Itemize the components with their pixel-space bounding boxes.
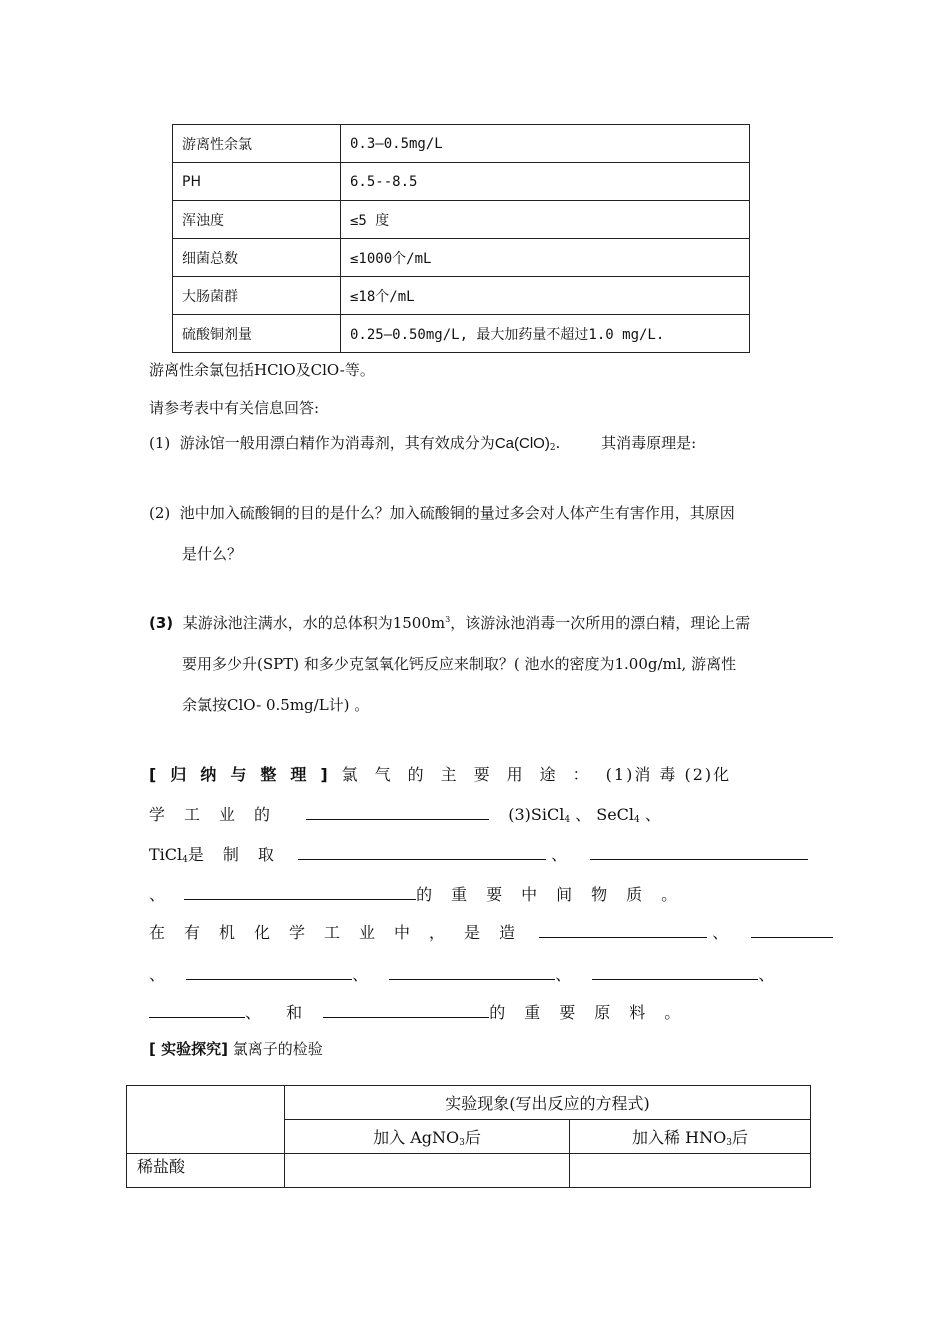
table-row <box>173 239 750 277</box>
value-cell: ≤18个/mL <box>341 277 750 315</box>
header-main: 实验现象(写出反应的方程式) <box>285 1086 811 1120</box>
q1-text: 游泳馆一般用漂白精作为消毒剂，其有效成分为 <box>179 434 495 452</box>
table-row <box>173 277 750 315</box>
col2-text: 加入稀 HNO <box>632 1128 727 1147</box>
q3-sup: 3 <box>445 615 451 624</box>
summary-l2a: 学工业的 <box>149 805 290 824</box>
sub-4a: 4 <box>564 815 571 825</box>
question-1 <box>149 432 696 453</box>
blank-7[interactable] <box>186 963 352 980</box>
q1-tail: . <box>555 434 561 452</box>
summary-l3b: 是制取 <box>187 845 293 864</box>
summary-line-7 <box>149 1000 699 1023</box>
blank-3[interactable] <box>590 843 808 860</box>
question-3 <box>149 612 750 633</box>
sub-4b: 4 <box>634 815 640 825</box>
note: 游离性余氯包括HClO及ClO-等。 <box>149 361 375 379</box>
summary-l2c: 、 SeCl <box>575 805 635 824</box>
blank-11[interactable] <box>323 1001 489 1018</box>
col2-sub: 3 <box>726 1138 732 1148</box>
blank-1[interactable] <box>306 803 489 820</box>
value-cell: 6.5--8.5 <box>341 163 750 201</box>
item-cell: 大肠菌群 <box>173 277 341 315</box>
summary-l2d: 、 <box>644 805 661 824</box>
item-cell: 细菌总数 <box>173 239 341 277</box>
sub-4c: 4 <box>182 855 188 865</box>
row1-label: 稀盐酸 <box>127 1154 285 1188</box>
summary-line-2 <box>149 802 661 825</box>
table-row <box>173 163 750 201</box>
summary-line-4 <box>149 882 696 905</box>
q2-line1: 池中加入硫酸铜的目的是什么？加入硫酸铜的量过多会对人体产生有害作用，其原因 <box>179 504 735 522</box>
experiment-line <box>149 1038 323 1059</box>
summary-l1: 氯气的主要用途： <box>341 765 606 784</box>
table-row <box>173 315 750 353</box>
summary-l4b: 的重要中间物质。 <box>416 885 697 904</box>
summary-l4a: 、 <box>149 885 166 904</box>
q3-line3: 余氯按ClO- 0.5mg/L计) 。 <box>182 696 370 714</box>
header-col2 <box>570 1120 811 1154</box>
summary-l7b: 和 <box>286 1003 303 1022</box>
summary-line-1 <box>149 762 731 785</box>
summary-l3c: 、 <box>551 845 568 864</box>
item-cell: 游离性余氯 <box>173 125 341 163</box>
item-cell: 硫酸铜剂量 <box>173 315 341 353</box>
q2-line2: 是什么？ <box>182 545 243 563</box>
col1-tail: 后 <box>464 1128 481 1147</box>
blank-8[interactable] <box>389 963 555 980</box>
blank-10[interactable] <box>149 1001 245 1018</box>
summary-l5a: 在有机化学工业中，是造 <box>149 923 535 942</box>
summary-l7c: 的重要原料。 <box>489 1003 700 1022</box>
q2-number: (2) <box>149 504 171 522</box>
q1-formula: Ca(ClO) <box>494 435 550 452</box>
blank-5[interactable] <box>539 921 707 938</box>
col1-sub: 3 <box>459 1138 465 1148</box>
q1-text2: 其消毒原理是: <box>601 434 697 452</box>
q1-number: (1) <box>149 434 171 452</box>
experiment-title: 氯离子的检验 <box>232 1040 323 1058</box>
summary-l3a: TiCl <box>149 845 183 864</box>
row1-col2-answer[interactable] <box>570 1154 811 1188</box>
experiment-table <box>126 1085 811 1188</box>
table-row <box>173 125 750 163</box>
q3-line2: 要用多少升(SPT) 和多少克氢氧化钙反应来制取？( 池水的密度为1.00g/ml, 游离性 <box>182 655 737 673</box>
q3-line1b: ，该游泳池消毒一次所用的漂白精，理论上需 <box>450 614 751 632</box>
summary-line-5 <box>149 920 833 943</box>
question-2 <box>149 502 735 523</box>
q3-line1a: 某游泳池注满水，水的总体积为1500m <box>182 614 446 632</box>
value-cell: 0.3—0.5mg/L <box>341 125 750 163</box>
summary-l6d: 、 <box>758 965 775 984</box>
summary-l6a: 、 <box>149 965 166 984</box>
empty-header-cell <box>127 1086 285 1154</box>
table-row <box>173 201 750 239</box>
item-cell: 浑浊度 <box>173 201 341 239</box>
summary-l2b: (3)SiCl <box>508 805 565 824</box>
instruction: 请参考表中有关信息回答: <box>149 399 320 417</box>
blank-9[interactable] <box>592 963 758 980</box>
blank-4[interactable] <box>184 883 416 900</box>
summary-l7a: 、 <box>245 1003 262 1022</box>
value-cell: ≤1000个/mL <box>341 239 750 277</box>
item-cell: PH <box>173 163 341 201</box>
blank-2[interactable] <box>298 843 546 860</box>
summary-line-6 <box>149 962 774 985</box>
row1-col1-answer[interactable] <box>285 1154 570 1188</box>
col2-tail: 后 <box>731 1128 748 1147</box>
summary-heading: [归纳与整理] <box>149 765 342 784</box>
standards-table <box>172 124 750 353</box>
value-cell: 0.25—0.50mg/L, 最大加药量不超过1.0 mg/L. <box>341 315 750 353</box>
blank-6[interactable] <box>751 921 833 938</box>
experiment-heading: [ 实验探究] <box>149 1040 228 1058</box>
summary-l1b: (1)消 毒 (2)化 <box>605 765 732 784</box>
q1-subscript: 2 <box>549 443 556 453</box>
summary-l6b: 、 <box>352 965 369 984</box>
summary-line-3 <box>149 842 808 865</box>
summary-l5b: 、 <box>712 923 729 942</box>
col1-text: 加入 AgNO <box>373 1128 460 1147</box>
q3-number: (3) <box>149 614 174 632</box>
value-cell: ≤5 度 <box>341 201 750 239</box>
summary-l6c: 、 <box>555 965 572 984</box>
header-col1 <box>285 1120 570 1154</box>
